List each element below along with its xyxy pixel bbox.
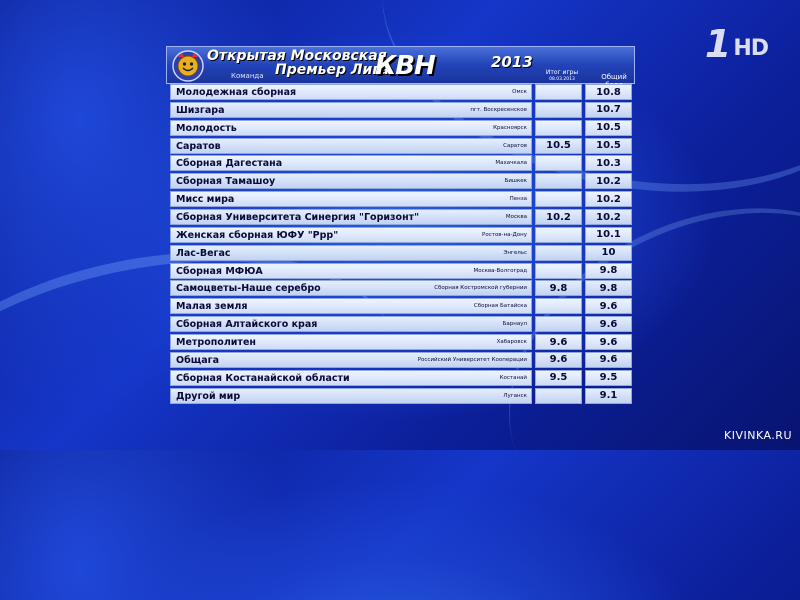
season-year: 2013: [491, 53, 533, 71]
team-city: Саратов: [503, 142, 527, 149]
table-row: [170, 245, 635, 261]
total-score: 9.6: [585, 298, 632, 314]
team-cell: [170, 173, 532, 189]
total-score: 9.8: [585, 263, 632, 279]
game-score: [535, 84, 582, 100]
game-score: [535, 173, 582, 189]
team-city: Омск: [512, 89, 527, 95]
game-score: 10.2: [535, 209, 582, 225]
team-city: Бишкек: [504, 178, 527, 185]
team-name: Саратов: [176, 140, 221, 152]
game-score: [535, 298, 582, 314]
game-score: 10.5: [535, 138, 582, 154]
game-score: 9.5: [535, 370, 582, 386]
scoreboard: [166, 46, 635, 402]
table-row: [170, 280, 635, 296]
total-score: 10.2: [585, 173, 632, 189]
team-city: Махачкала: [495, 160, 527, 167]
team-city: Сборная Костромской губернии: [434, 285, 527, 292]
total-score: 10.8: [585, 84, 632, 100]
table-row: [170, 84, 635, 100]
table-row: [170, 388, 635, 404]
table-row: [170, 352, 635, 368]
team-city: Красноярск: [493, 124, 527, 131]
total-score: 9.1: [585, 388, 632, 404]
table-row: [170, 334, 635, 350]
game-score: 9.8: [535, 280, 582, 296]
standings-table: [170, 84, 635, 405]
channel-logo-hd: HD: [733, 36, 768, 61]
channel-logo: [704, 22, 768, 66]
table-row: [170, 102, 635, 118]
game-score: [535, 263, 582, 279]
game-score: 9.6: [535, 352, 582, 368]
team-name: Сборная Костанайской области: [176, 372, 350, 384]
team-name: Мисс мира: [176, 194, 235, 206]
column-header-team: Команда: [231, 72, 264, 80]
total-score: 9.8: [585, 280, 632, 296]
team-name: Шизгара: [176, 104, 225, 116]
game-score: 9.6: [535, 334, 582, 350]
team-name: Общага: [176, 354, 219, 366]
total-score: 9.6: [585, 316, 632, 332]
team-cell: [170, 245, 532, 261]
total-score: 9.5: [585, 370, 632, 386]
team-cell: [170, 155, 532, 171]
game-score: [535, 227, 582, 243]
total-score: 10.5: [585, 120, 632, 136]
team-cell: [170, 138, 532, 154]
team-city: Ростов-на-Дону: [482, 231, 527, 238]
watermark: KIVINKA.RU: [724, 429, 792, 442]
team-cell: [170, 191, 532, 207]
team-name: Лас-Вегас: [176, 247, 231, 259]
table-row: [170, 370, 635, 386]
table-row: [170, 138, 635, 154]
column-header-game-date: 08.03.2013: [549, 77, 575, 82]
team-cell: [170, 120, 532, 136]
total-score: 9.6: [585, 352, 632, 368]
game-score: [535, 155, 582, 171]
team-city: Луганск: [503, 392, 527, 399]
table-row: [170, 209, 635, 225]
team-name: Сборная Университета Синергия "Горизонт": [176, 212, 420, 224]
team-city: Энгельс: [503, 249, 527, 256]
team-city: Костанай: [499, 374, 527, 381]
team-name: Женская сборная ЮФУ "Ррр": [176, 229, 339, 241]
team-cell: [170, 102, 532, 118]
game-score: [535, 245, 582, 261]
team-cell: [170, 280, 532, 296]
team-name: Метрополитен: [176, 337, 256, 349]
total-score: 10.5: [585, 138, 632, 154]
team-city: Хабаровск: [496, 339, 527, 346]
team-city: Пенза: [509, 196, 527, 203]
game-score: [535, 120, 582, 136]
league-title-line2: Премьер Лига: [275, 62, 390, 78]
team-cell: [170, 298, 532, 314]
total-score: 10.3: [585, 155, 632, 171]
league-title-line1: Открытая Московская: [207, 48, 387, 64]
table-row: [170, 298, 635, 314]
total-score: 10.2: [585, 191, 632, 207]
total-score: 10.1: [585, 227, 632, 243]
game-score: [535, 316, 582, 332]
team-cell: [170, 209, 532, 225]
team-cell: [170, 263, 532, 279]
team-city: Российский Университет Кооперации: [417, 356, 527, 363]
game-score: [535, 191, 582, 207]
kvn-emblem-icon: [171, 49, 205, 83]
team-name: Сборная Дагестана: [176, 158, 283, 170]
team-cell: [170, 227, 532, 243]
table-row: [170, 316, 635, 332]
kvn-logo-text: КВН: [375, 51, 435, 81]
team-name: Другой мир: [176, 390, 241, 402]
column-header-game: [535, 69, 589, 83]
total-score: 10.2: [585, 209, 632, 225]
team-cell: [170, 334, 532, 350]
total-score: 10.7: [585, 102, 632, 118]
team-cell: [170, 84, 532, 100]
team-city: Сборная Батайска: [473, 303, 527, 310]
team-name: Сборная МФЮА: [176, 265, 263, 277]
table-row: [170, 191, 635, 207]
team-name: Сборная Тамашоу: [176, 176, 276, 188]
team-city: пгт. Воскресенское: [470, 106, 527, 113]
table-row: [170, 227, 635, 243]
team-name: Молодежная сборная: [176, 87, 297, 98]
table-row: [170, 263, 635, 279]
team-name: Молодость: [176, 122, 237, 134]
team-name: Самоцветы-Наше серебро: [176, 283, 321, 295]
column-header-game-label: Итог игры: [545, 69, 579, 76]
team-cell: [170, 352, 532, 368]
team-city: Москва-Волгоград: [473, 267, 527, 274]
team-name: Малая земля: [176, 301, 248, 313]
team-city: Барнаул: [502, 321, 527, 328]
total-score: 9.6: [585, 334, 632, 350]
team-cell: [170, 370, 532, 386]
team-name: Сборная Алтайского края: [176, 319, 318, 331]
game-score: [535, 102, 582, 118]
table-row: [170, 120, 635, 136]
team-cell: [170, 388, 532, 404]
team-city: Москва: [505, 214, 527, 221]
scoreboard-header: [166, 46, 635, 84]
table-row: [170, 173, 635, 189]
channel-logo-one: 1: [704, 22, 732, 66]
team-cell: [170, 316, 532, 332]
column-header-total: Общий: [601, 73, 627, 81]
game-score: [535, 388, 582, 404]
total-score: 10: [585, 245, 632, 261]
table-row: [170, 155, 635, 171]
